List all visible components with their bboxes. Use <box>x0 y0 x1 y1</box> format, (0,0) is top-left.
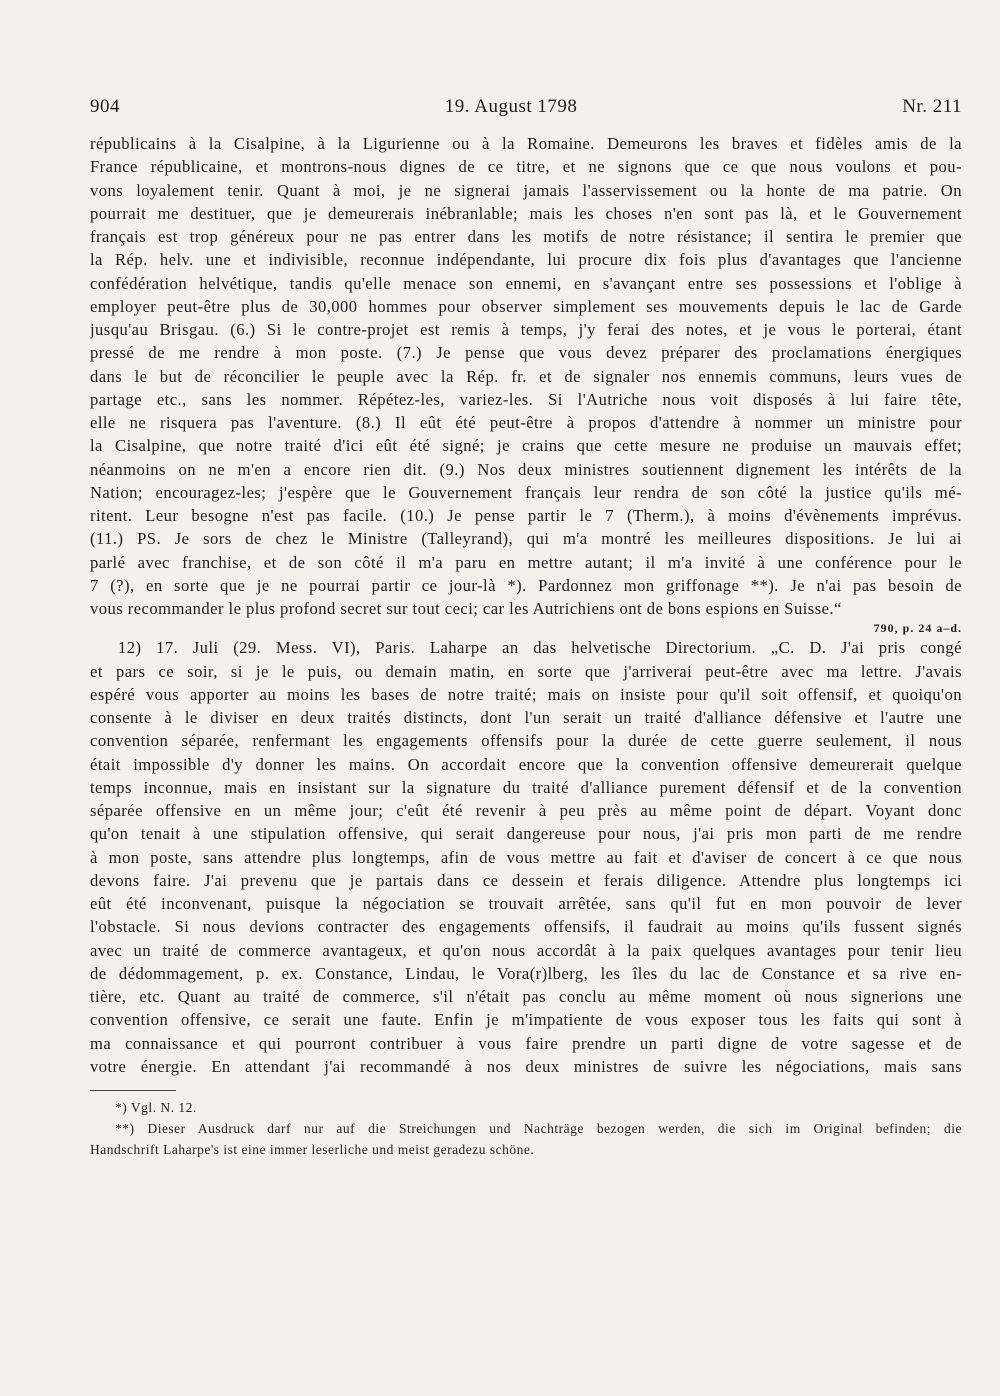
document-page <box>90 96 962 1160</box>
text-line: (11.) PS. Je sors de chez le Ministre (Talleyrand), qui m'a montré les meilleures dispositions. Je lui ai <box>90 529 962 549</box>
text-line: consente à le diviser en deux traités distincts, dont l'un serait un traité d'alliance défensive et l'autre une <box>90 708 962 727</box>
page-number: 904 <box>90 96 120 117</box>
text-line: confédération helvétique, tandis qu'elle menace son ennemi, en s'avançant entre ses possessions et l'oblige à <box>90 273 962 293</box>
text-line: à mon poste, sans attendre plus longtemps, afin de vous mettre au fait et d'aviser de concert à ce que nous <box>90 847 962 867</box>
text-line: convention offensive, ce serait une faute. Enfin je m'impatiente de vous exposer tous les faits qui sont à <box>90 1010 962 1030</box>
paragraph-entry-12 <box>90 636 962 1078</box>
text-line: la Cisalpine, que notre traité d'ici eût été signé; je crains que cette mesure ne produise un mauvais effet; <box>90 436 962 456</box>
text-line: elle ne risquera pas l'aventure. (8.) Il eût été peut-être à propos d'attendre à nommer un ministre pour <box>90 413 962 432</box>
text-line: qu'on tenait à une stipulation offensive, qui serait dangereuse pour nous, j'ai pris mon parti de me rendre <box>90 824 962 844</box>
text-line: vons loyalement tenir. Quant à moi, je ne signerai jamais l'asservissement ou la honte de ma patrie. On <box>90 180 962 200</box>
text-line: la Rép. helv. une et indivisible, reconnue indépendante, lui procure dix fois plus d'avantages que l'ancienne <box>90 250 962 270</box>
document-number: Nr. 211 <box>902 96 962 117</box>
footnote-1: *) Vgl. N. 12. <box>115 1100 197 1115</box>
text-line: convention séparée, renfermant les engagements offensifs pour la durée de cette guerre seulement, il nous <box>90 731 962 751</box>
text-line: devons faire. J'ai prevenu que je partais dans ce dessein et ferais diligence. Attendre plus longtemps ici <box>90 870 962 890</box>
text-line: de dédommagement, p. ex. Constance, Lindau, le Vora(r)lberg, les îles du lac de Constance et sa rive en- <box>90 963 962 983</box>
text-line: 7 (?), en sorte que je ne pourrai partir ce jour-là *). Pardonnez mon griffonage **). Je n'ai pas besoin de <box>90 575 962 595</box>
text-line: vous recommander le plus profond secret sur tout ceci; car les Autrichiens ont de bons espions en Suisse.“ <box>90 599 842 618</box>
text-line: tière, etc. Quant au traité de commerce, s'il n'était pas conclu au même moment où nous signerions une <box>90 987 962 1006</box>
text-line: eût été inconvenant, puisque la négociation se trouvait arrêtée, sans qu'il fut en mon pouvoir de lever <box>90 894 962 913</box>
text-line: néanmoins on ne m'en a encore rien dit. (9.) Nos deux ministres soutiennent dignement les intérêts de la <box>90 459 962 479</box>
text-line: pressé de me rendre à mon poste. (7.) Je pense que vous devez préparer des proclamations énergiques <box>90 343 962 363</box>
text-line: pourrait me destituer, que je demeurerais inébranlable; mais les choses n'en sont pas là, et le Gouvernement <box>90 203 962 223</box>
text-line: ma connaissance et qui pourront contribuer à vous faire prendre un parti digne de votre sagesse et de <box>90 1033 962 1053</box>
page-date: 19. August 1798 <box>444 96 578 117</box>
text-line: et pars ce soir, si je le puis, ou demain matin, en sorte que j'arriverai peut-être avec ma lettre. J'avais <box>90 661 962 681</box>
text-line: français est trop généreux pour ne pas entrer dans les motifs de notre résistance; il sentira le premier que <box>90 227 962 246</box>
text-line: espéré vous apporter au moins les bases de notre traité; mais on insiste pour qu'il soit offensif, et quoiqu'on <box>90 684 962 704</box>
footnote-rule <box>90 1090 176 1091</box>
text-line: France républicaine, et montrons-nous dignes de ce titre, et ne signons que ce que nous voulons et pou- <box>90 157 962 177</box>
footnote-2-line-2: Handschrift Laharpe's ist eine immer leserliche und meist geradezu schöne. <box>90 1142 535 1157</box>
text-line: l'obstacle. Si nous devions contracter des engagements offensifs, il faudrait au moins qu'ils fussent signés <box>90 917 962 937</box>
footnotes <box>90 1097 962 1160</box>
text-line: dans le but de réconcilier le peuple avec la Rép. fr. et de signaler nos ennemis communs, leurs vues de <box>90 366 962 386</box>
text-line: républicains à la Cisalpine, à la Ligurienne ou à la Romaine. Demeurons les braves et fidèles amis de la <box>90 134 962 153</box>
page-header <box>90 96 962 132</box>
text-line: séparée offensive en un même jour; c'eût été revenir à peu près au même point de départ. Voyant donc <box>90 801 962 820</box>
text-line: employer peut-être plus de 30,000 hommes pour observer simplement ses mouvements depuis le lac de Garde <box>90 296 962 316</box>
text-line: votre énergie. En attendant j'ai recommandé à nos deux ministres de suivre les négociations, mais sans <box>90 1056 962 1076</box>
text-line: avec un traité de commerce avantageux, et qu'on nous accordât à la paix quelques avantages pour tenir lieu <box>90 940 962 960</box>
text-line: jusqu'au Brisgau. (6.) Si le contre-projet est remis à temps, j'y ferai des notes, et je vous le porterai, étant <box>90 320 962 339</box>
paragraph-letter-continuation <box>90 132 962 620</box>
text-line: Nation; encouragez-les; j'espère que le Gouvernement français leur rendra de son côté la justice qu'ils mé- <box>90 482 962 502</box>
text-line: était impossible d'y donner les mains. On accordait encore que la convention offensive demeurerait quelque <box>90 754 962 774</box>
text-line: ritent. Leur besogne n'est pas facile. (10.) Je pense partir le 7 (Therm.), à moins d'évènements imprévus. <box>90 506 962 525</box>
text-line: parlé avec franchise, et de son côté il m'a paru en mettre autant; il m'a invité à une conférence pour le <box>90 552 962 572</box>
text-line: 12) 17. Juli (29. Mess. VI), Paris. Laharpe an das helvetische Directorium. „C. D. J'ai pris congé <box>118 638 962 658</box>
source-reference: 790, p. 24 a–d. <box>873 621 962 636</box>
text-line: temps inconnue, mais en insistant sur la signature du traité d'alliance purement défensif et de la convention <box>90 777 962 797</box>
text-line: partage etc., sans les nommer. Répétez-les, variez-les. Si l'Autriche nous voit disposés à lui faire tête, <box>90 389 962 409</box>
footnote-2-line-1: **) Dieser Ausdruck darf nur auf die Streichungen und Nachträge bezogen werden, die sich im Original befinden; die <box>115 1121 962 1136</box>
